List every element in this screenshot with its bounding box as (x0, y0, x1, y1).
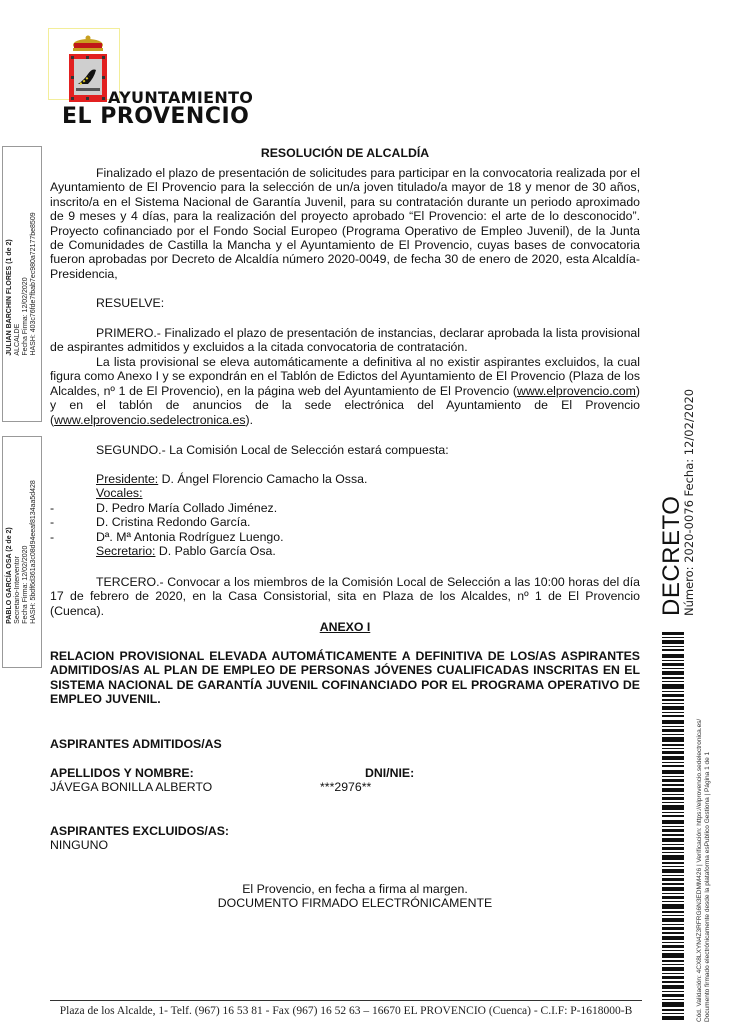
footer-divider (50, 1000, 642, 1001)
signature-box-1 (2, 146, 42, 422)
signer-name: PABLO GARCÍA OSA (2 de 2) (6, 527, 13, 624)
validation-info (696, 719, 711, 1022)
presidente-name: D. Ángel Florencio Camacho la Ossa. (158, 472, 368, 486)
intro-paragraph: Finalizado el plazo de presentación de solicitudes para participar en la convocatoria realizada por el Ayuntamiento de El Provencio para la selección de un/a joven titulado/a mayor de 18 y menor de 30 años, inscrito/a en el Sistema Nacional de Garantía Juvenil, para su contratación durante un periodo aproximado de 9 meses y 4 días, para la realización del proyecto aprobado “El Provencio: el arte de lo desconocido”. Proyecto cofinanciado por el Fondo Social Europeo (Programa Operativo de Empleo Juvenil), de la Junta de Comunidades de Castilla la Mancha y el Ayuntamiento de El Provencio, cuyas bases de convocatoria fueron aprobadas por Decreto de Alcaldía número 2020-0049, de fecha 30 de enero de 2020, esta Alcaldía-Presidencia, (50, 166, 640, 281)
validation-code: Cód. Validación: 4CX8LXYN4Z3RFRG6N3EDMM426 | Verificación: https://elprovencio.sedelectronica.es/ (696, 718, 703, 1022)
table-header-dni: DNI/NIE: (365, 766, 415, 780)
signature-hash: HASH: 403c76fde7fbab7ec980a72177be8509 (30, 212, 37, 356)
sede-electronica-link[interactable]: www.elprovencio.sedelectronica.es (54, 412, 246, 427)
table-header-name: APELLIDOS Y NOMBRE: (50, 766, 194, 780)
vocal-item: - D. Cristina Redondo García. (50, 515, 251, 530)
coat-of-arms-icon (66, 34, 110, 104)
footer-address: Plaza de los Alcalde, 1- Telf. (967) 16 53 81 - Fax (967) 16 52 63 – 16670 EL PROVENCIO (Cuenca) - C.I.F: P-1618000-B (59, 1005, 633, 1017)
signer-role: ALCALDE (14, 323, 21, 356)
secretario-name: D. Pablo García Osa. (155, 544, 276, 559)
secretario-label: Secretario: (96, 544, 156, 559)
tercero-paragraph: TERCERO.- Convocar a los miembros de la Comisión Local de Selección a las 10:00 horas del día 17 de febrero de 2020, en la Casa Consistorial, sita en Plaza de los Alcaldes, nº 1 de El Provencio (Cuenca). (50, 575, 640, 618)
excluidos-value: NINGUNO (50, 838, 109, 852)
table-cell-dni: ***2976** (320, 780, 372, 794)
signature-hash: HASH: 5bdf6d361a3c08d94eeaf8134aa5d428 (30, 480, 37, 624)
closing-place: El Provencio, en fecha a firma al margen. (242, 882, 468, 896)
presidente-label: Presidente: (96, 472, 159, 486)
decreto-number-date: Número: 2020-0076 Fecha: 12/02/2020 (682, 388, 696, 616)
admitidos-title: ASPIRANTES ADMITIDOS/AS (50, 737, 222, 751)
closing-signed: DOCUMENTO FIRMADO ELECTRÓNICAMENTE (217, 896, 493, 910)
anexo-heading: RELACION PROVISIONAL ELEVADA AUTOMÁTICAMENTE A DEFINITIVA DE LOS/AS ASPIRANTES ADMITIDOS/AS AL PLAN DE EMPLEO DE PERSONAS JÓVENES CUALIFICADAS INSCRITAS EN EL SISTEMA NACIONAL DE GARANTÍA JUVENIL COFINANCIADO POR EL PROGRAMA OPERATIVO DE EMPLEO JUVENIL. (50, 649, 640, 707)
excluidos-title: ASPIRANTES EXCLUIDOS/AS: (50, 824, 230, 838)
presidente-line (96, 472, 640, 486)
lista-text-c: ). (245, 412, 254, 427)
lista-text-b: ) y en el tablón de anuncios de la sede electrónica del Ayuntamiento de El Provencio ( (50, 383, 640, 427)
signer-name: JULIAN BARCHIN FLORES (1 de 2) (6, 239, 13, 356)
barcode-icon (662, 632, 684, 1022)
vocal-item: - D. Pedro María Collado Jiménez. (50, 500, 278, 515)
website-link[interactable]: www.elprovencio.com (516, 383, 636, 398)
vocal-name: D. Cristina Redondo García. (96, 515, 251, 530)
signature-date: Fecha Firma: 12/02/2020 (22, 277, 29, 356)
document-title: RESOLUCIÓN DE ALCALDÍA (260, 146, 430, 160)
signature-date: Fecha Firma: 12/02/2020 (22, 545, 29, 624)
decreto-stamp: DECRETO (658, 495, 685, 616)
vocales-label: Vocales: (96, 486, 143, 501)
lista-text-a: La lista provisional se eleva automáticamente a definitiva al no existir aspirantes excluidos, la cual figura como Anexo I y se expondrán en el Tablón de Edictos del Ayuntamiento de El Provencio (Plaza de los Alcaldes, nº 1 de El Provencio), en la página web del Ayuntamiento de El Provencio ( (50, 355, 640, 398)
header-ayuntamiento: AYUNTAMIENTO (108, 88, 254, 107)
signature-box-2 (2, 436, 42, 668)
table-cell-name: JÁVEGA BONILLA ALBERTO (50, 780, 213, 794)
platform-info: Documento firmado electrónicamente desde la plataforma esPublico Gestiona | Página 1 de 1 (703, 751, 711, 1022)
signer-role: Secretario-Interventor (14, 556, 21, 624)
vocal-name: D. Pedro María Collado Jiménez. (96, 500, 278, 515)
commission-list (50, 472, 640, 558)
lista-paragraph (50, 355, 640, 427)
resuelve-heading: RESUELVE: (96, 296, 165, 310)
vocal-item: - Dª. Mª Antonia Rodríguez Luengo. (50, 529, 284, 544)
primero-paragraph: PRIMERO.- Finalizado el plazo de presentación de instancias, declarar aprobada la lista provisional de aspirantes admitidos y excluidos a la citada convocatoria de contratación. (50, 326, 640, 355)
secretario-line (96, 544, 640, 558)
header-town-name: EL PROVENCIO (62, 104, 250, 129)
vocal-name: Dª. Mª Antonia Rodríguez Luengo. (96, 529, 284, 544)
segundo-paragraph: SEGUNDO.- La Comisión Local de Selección estará compuesta: (96, 443, 449, 457)
anexo-title: ANEXO I (319, 620, 371, 634)
